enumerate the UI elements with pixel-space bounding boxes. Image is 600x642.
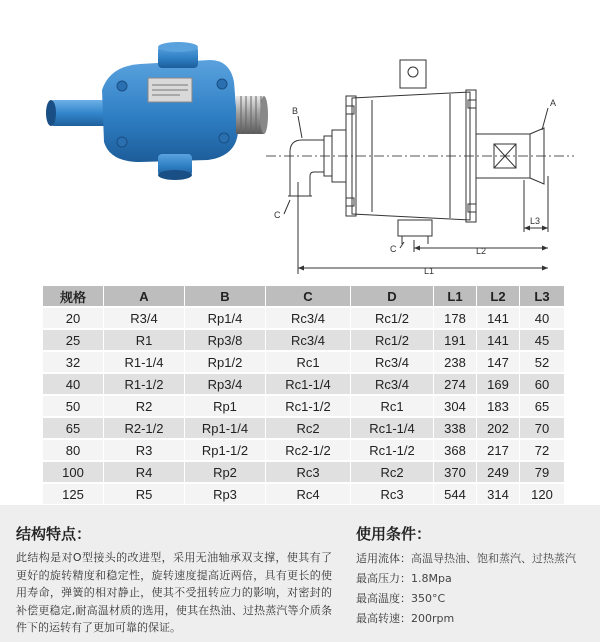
table-cell: 169 [477,374,519,394]
table-cell: R1-1/2 [104,374,184,394]
table-cell: 25 [43,330,103,350]
table-cell: 249 [477,462,519,482]
rotary-joint-photo [40,38,270,188]
table-cell: 147 [477,352,519,372]
table-cell: R3/4 [104,308,184,328]
table-row [43,418,564,438]
condition-label: 最高转速： [356,612,411,625]
table-cell: R2 [104,396,184,416]
table-cell: Rc3/4 [351,374,433,394]
table-cell: 370 [434,462,476,482]
table-cell: 80 [43,440,103,460]
table-header-cell: B [185,286,265,306]
table-cell: Rc1 [266,352,350,372]
table-cell: Rp3/4 [185,374,265,394]
label-A: A [550,98,557,108]
table-cell: 314 [477,484,519,504]
table-row [43,396,564,416]
table-header-cell: L2 [477,286,519,306]
table-cell: 65 [43,418,103,438]
table-cell: 40 [520,308,564,328]
table-cell: Rp1-1/4 [185,418,265,438]
conditions-title: 使用条件： [356,525,432,543]
label-L3: L3 [530,216,541,226]
info-panel [0,505,600,642]
table-row [43,308,564,328]
table-cell: 45 [520,330,564,350]
table-cell: 191 [434,330,476,350]
table-cell: 141 [477,330,519,350]
table-header-cell: 规格 [43,286,103,306]
table-cell: Rc1 [351,396,433,416]
table-row [43,330,564,350]
table-cell: Rp1/4 [185,308,265,328]
table-cell: Rp1/2 [185,352,265,372]
condition-value: 1.8Mpa [411,572,452,585]
table-cell: Rc1-1/2 [266,396,350,416]
dimension-drawing [262,52,582,280]
label-L2: L2 [476,246,487,256]
condition-item [356,569,596,589]
label-C-bottom: C [390,244,397,254]
table-cell: 40 [43,374,103,394]
table-cell: Rc2-1/2 [266,440,350,460]
condition-item [356,609,596,629]
table-cell: 183 [477,396,519,416]
features-title: 结构特点： [16,525,92,543]
table-row [43,484,564,504]
condition-item [356,589,596,609]
table-row [43,374,564,394]
table-body [43,308,564,504]
table-cell: Rp1 [185,396,265,416]
table-cell: Rc3/4 [266,330,350,350]
condition-label: 最高温度： [356,592,411,605]
table-header-cell: L1 [434,286,476,306]
table-cell: R1-1/4 [104,352,184,372]
table-cell: 125 [43,484,103,504]
table-row [43,352,564,372]
condition-item [356,549,596,569]
table-cell: 238 [434,352,476,372]
table-header-cell: C [266,286,350,306]
table-cell: R1 [104,330,184,350]
table-cell: Rc3 [266,462,350,482]
table-cell: 338 [434,418,476,438]
table-row [43,440,564,460]
label-C-left: C [274,210,281,220]
table-cell: 65 [520,396,564,416]
table-cell: 20 [43,308,103,328]
table-cell: Rp2 [185,462,265,482]
table-header-cell: D [351,286,433,306]
table-cell: Rc2 [266,418,350,438]
table-cell: Rc3/4 [351,352,433,372]
table-cell: 72 [520,440,564,460]
table-cell: 52 [520,352,564,372]
table-header-cell: A [104,286,184,306]
table-cell: 141 [477,308,519,328]
table-cell: R2-1/2 [104,418,184,438]
table-cell: Rp1-1/2 [185,440,265,460]
table-cell: 32 [43,352,103,372]
table-cell: Rc2 [351,462,433,482]
table-cell: 178 [434,308,476,328]
table-cell: Rc1-1/2 [351,440,433,460]
spec-table [42,284,565,506]
table-cell: 79 [520,462,564,482]
table-cell: Rc4 [266,484,350,504]
table-cell: Rc1-1/4 [266,374,350,394]
table-cell: Rc3 [351,484,433,504]
table-cell: 70 [520,418,564,438]
table-cell: 120 [520,484,564,504]
table-cell: R5 [104,484,184,504]
table-cell: Rc1/2 [351,330,433,350]
table-cell: R4 [104,462,184,482]
table-cell: 60 [520,374,564,394]
table-cell: 202 [477,418,519,438]
table-header-cell: L3 [520,286,564,306]
table-cell: Rp3/8 [185,330,265,350]
label-L1: L1 [424,266,435,276]
table-cell: 217 [477,440,519,460]
table-cell: 50 [43,396,103,416]
table-cell: 304 [434,396,476,416]
table-cell: R3 [104,440,184,460]
condition-value: 200rpm [411,612,455,625]
table-cell: 274 [434,374,476,394]
conditions-list [356,549,596,629]
table-cell: Rc1-1/4 [351,418,433,438]
product-figure-area [0,0,600,285]
table-cell: 368 [434,440,476,460]
table-cell: 544 [434,484,476,504]
condition-value: 350°C [411,592,446,605]
label-B: B [292,106,299,116]
condition-value: 高温导热油、饱和蒸汽、过热蒸汽 [411,552,576,565]
table-cell: Rp3 [185,484,265,504]
features-text: 此结构是对O型接头的改进型，采用无油轴承双支撑，使其有了更好的旋转精度和稳定性，旋转速度提高近两倍，具有更长的使用寿命，弹簧的相对静止，使其不受扭转应力的影响，对密封的补偿更稳定,耐高温材质的选用，使其在热油、过热蒸汽等介质条件下的运转有了更加可靠的保证。 [16,551,332,634]
table-row [43,462,564,482]
table-cell: 100 [43,462,103,482]
condition-label: 适用流体： [356,552,411,565]
table-cell: Rc1/2 [351,308,433,328]
condition-label: 最高压力： [356,572,411,585]
table-header-row [43,286,564,306]
table-cell: Rc3/4 [266,308,350,328]
